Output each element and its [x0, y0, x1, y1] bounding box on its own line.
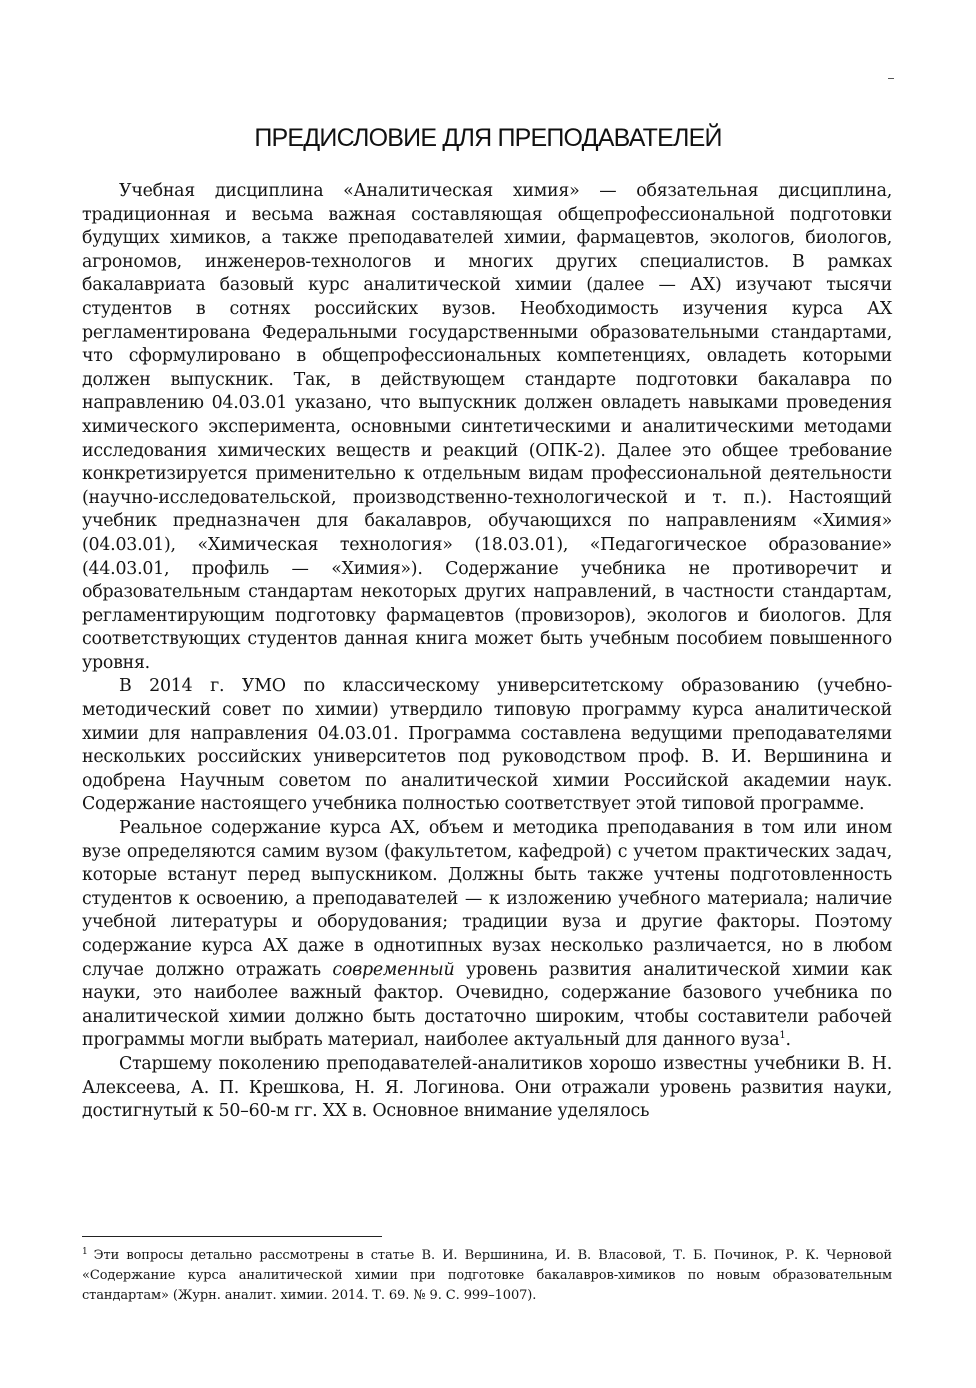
page-title: ПРЕДИСЛОВИЕ ДЛЯ ПРЕПОДАВАТЕЛЕЙ [254, 124, 722, 152]
page-corner-mark [888, 78, 894, 79]
footnote-marker: 1 [82, 1246, 88, 1257]
main-text [82, 180, 892, 1124]
footnote-reference[interactable]: 1 [779, 1030, 786, 1042]
paragraph-1: Учебная дисциплина «Аналитическая химия» — обязательная дисциплина, традиционная и весьма важная составляющая общепрофессиональной подготовки будущих химиков, а также преподавателей химии, фармацевтов, экологов, биологов, агрономов, инженеров-технологов и многих других специалистов. В рамках бакалавриата базовый курс аналитической химии (далее — АХ) изучают тысячи студентов в сотнях российских вузов. Необходимость изучения курса АХ регламентирована Федеральными государственными образовательными стандартами, что сформулировано в общепрофессиональных компетенциях, овладеть которыми должен выпускник. Так, в действующем стандарте подготовки бакалавра по направлению 04.03.01 указано, что выпускник должен овладеть навыками проведения химического эксперимента, основными синтетическими и аналитическими методами исследования химических веществ и реакций (ОПК-2). Далее это общее требование конкретизируется применительно к отдельным видам профессиональной деятельности (научно-исследовательской, производственно-технологической и т. п.). Настоящий учебник предназначен для бакалавров, обучающихся по направлениям «Химия» (04.03.01), «Химическая технология» (18.03.01), «Педагогическое образование» (44.03.01, профиль — «Химия»). Содержание учебника не противоречит и образовательным стандартам некоторых других направлений, в частности стандартам, регламентирующим подготовку фармацевтов (провизоров), экологов и биологов. Для соответствующих студентов данная книга может быть учебным пособием повышенного уровня. [82, 181, 892, 673]
paragraph-4: Старшему поколению преподавателей-аналитиков хорошо известны учебники В. Н. Алексеева, А. П. Крешкова, Н. Я. Логинова. Они отражали уровень развития науки, достигнутый к 50–60-м гг. XX в. Основное внимание уделялось [82, 1053, 892, 1122]
paragraph-3-text-end: уровень развития аналитической химии как науки, это наиболее важный фактор. Очевидно, содержание базового учебника по аналитической химии должно быть достаточно широким, чтобы составители рабочей программы могли выбрать материал, наиболее актуальный для данного вуза [82, 959, 892, 1051]
paragraph-2: В 2014 г. УМО по классическому университетскому образованию (учебно-методический совет по химии) утвердило типовую программу курса аналитической химии для направления 04.03.01. Программа составлена ведущими преподавателями нескольких российских университетов под руководством проф. В. И. Вершинина и одобрена Научным советом по аналитической химии Российской академии наук. Содержание настоящего учебника полностью соответствует этой типовой программе. [82, 676, 892, 815]
paragraph-3-period: . [785, 1030, 791, 1051]
footnote-text: Эти вопросы детально рассмотрены в статье В. И. Вершинина, И. В. Власовой, Т. Б. Починок, Р. К. Черновой «Содержание курса аналитической химии при подготовке бакалавров-химиков по новым образовательным стандартам» (Журн. аналит. химии. 2014. Т. 69. № 9. С. 999–1007). [82, 1248, 892, 1303]
paragraph-3-text-start: Реальное содержание курса АХ, объем и методика преподавания в том или ином вузе определяются самим вузом (факультетом, кафедрой) с учетом практических задач, которые встанут перед выпускником. Должны быть также учтены подготовленность студентов к освоению, а преподавателей — к изложению учебного материала; наличие учебной литературы и оборудования; традиции вуза и другие факторы. Поэтому содержание курса АХ даже в однотипных вузах несколько различается, но в любом случае должно отражать [82, 818, 892, 980]
emphasis-sovremenny: современный [332, 959, 455, 980]
footnote-divider [82, 1236, 382, 1237]
paragraph-3 [82, 817, 892, 1053]
footnote [82, 1246, 892, 1306]
